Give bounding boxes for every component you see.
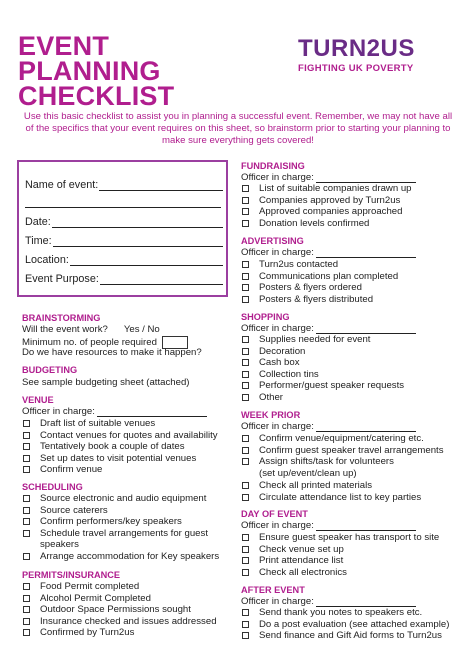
scheduling-checklist-item[interactable]: [23, 551, 219, 562]
checklist-item-label: Other: [259, 392, 283, 403]
time-label: Time:: [25, 235, 52, 247]
checkbox[interactable]: [242, 359, 249, 366]
brainstorm-q2: Minimum no. of people required: [22, 336, 188, 349]
checkbox[interactable]: [242, 482, 249, 489]
checklist-item-label: Do a post evaluation (see attached example): [259, 618, 450, 630]
checklist-item-label: Tentatively book a couple of dates: [40, 441, 185, 452]
day-of-event-checklist-item[interactable]: [242, 544, 344, 555]
week-prior-officer[interactable]: Officer in charge:: [241, 421, 416, 432]
checkbox[interactable]: [23, 466, 30, 473]
checklist-item-label: Companies approved by Turn2us: [259, 194, 401, 206]
day-of-event-checklist-item[interactable]: [242, 532, 439, 543]
checklist-item-label: Check venue set up: [259, 543, 344, 555]
shopping-checklist-item[interactable]: [242, 392, 283, 403]
checkbox[interactable]: [242, 632, 249, 639]
date-field[interactable]: [25, 216, 223, 228]
day-of-event-checklist-item[interactable]: [242, 555, 343, 566]
checklist-item-label: Source electronic and audio equipment: [40, 493, 207, 504]
after-event-checklist-item[interactable]: [242, 630, 442, 641]
shopping-checklist-item[interactable]: [242, 380, 404, 391]
shopping-checklist-item[interactable]: [242, 357, 300, 368]
week-prior-checklist-item[interactable]: [242, 433, 424, 444]
advertising-checklist-item[interactable]: [242, 282, 362, 293]
checklist-item-label: Draft list of suitable venues: [40, 418, 156, 429]
fundraising-checklist-item[interactable]: [242, 195, 400, 206]
day-of-event-checklist-item[interactable]: [242, 567, 347, 578]
week-prior-checklist-item[interactable]: [242, 445, 444, 456]
page-title: [18, 31, 175, 111]
checkbox[interactable]: [242, 185, 249, 192]
checklist-item-label: Assign shifts/task for volunteers: [259, 456, 394, 468]
day-of-event-heading: DAY OF EVENT: [241, 509, 308, 519]
checkbox[interactable]: [242, 546, 249, 553]
checklist-item-label: Posters & flyers distributed: [259, 294, 374, 306]
shopping-checklist-item[interactable]: [242, 334, 370, 345]
checkbox[interactable]: [242, 609, 249, 616]
scheduling-checklist-item[interactable]: [23, 516, 182, 527]
checkbox[interactable]: [242, 621, 249, 628]
checkbox[interactable]: [242, 534, 249, 541]
shopping-heading: SHOPPING: [241, 312, 290, 322]
scheduling-heading: SCHEDULING: [22, 482, 83, 492]
venue-checklist-item[interactable]: [23, 453, 196, 464]
checkbox[interactable]: [23, 420, 30, 427]
title-line-3: CHECKLIST: [18, 81, 175, 111]
intro-text: Use this basic checklist to assist you in planning a successful event. Remember, we may not have all of the specifics that your event requires on this sheet, so brainstorm prior to starting your planning to make sure everything gets covered!: [23, 111, 453, 147]
advertising-heading: ADVERTISING: [241, 236, 304, 246]
checklist-item-label: Print attendance list: [259, 555, 344, 567]
checklist-item-label: Confirm venue: [40, 464, 103, 475]
permits-checklist-item[interactable]: [23, 604, 191, 615]
checkbox[interactable]: [242, 435, 249, 442]
checkbox[interactable]: [242, 336, 249, 343]
checkbox[interactable]: [23, 595, 30, 602]
venue-checklist-item[interactable]: [23, 418, 155, 429]
yes-no-options[interactable]: Yes / No: [123, 324, 160, 335]
checklist-item-label: Source caterers: [40, 504, 108, 516]
checklist-item-label: Insurance checked and issues addressed: [40, 615, 217, 627]
event-name-field[interactable]: [25, 179, 223, 191]
checklist-item-label: Check all printed materials: [259, 479, 373, 491]
checkbox[interactable]: [242, 261, 249, 268]
turn2us-logo: [298, 36, 438, 74]
venue-officer[interactable]: Officer in charge:: [22, 406, 207, 417]
checklist-item-label: Collection tins: [259, 368, 319, 380]
venue-heading: VENUE: [22, 395, 54, 405]
shopping-checklist-item[interactable]: [242, 369, 319, 380]
checklist-item-label: Alcohol Permit Completed: [40, 592, 151, 604]
scheduling-checklist-item[interactable]: [23, 505, 108, 516]
advertising-checklist-item[interactable]: [242, 259, 338, 270]
checkbox[interactable]: [242, 273, 249, 280]
logo-wordmark: TURN2US: [298, 35, 415, 62]
checklist-item-label: Supplies needed for event: [259, 334, 371, 345]
checklist-item-label: speakers: [40, 539, 79, 550]
checkbox[interactable]: [23, 432, 30, 439]
checkbox[interactable]: [242, 208, 249, 215]
shopping-checklist-item[interactable]: [242, 346, 305, 357]
checkbox[interactable]: [242, 394, 249, 401]
checkbox[interactable]: [242, 458, 249, 465]
brainstorm-q3: Do we have resources to make it happen?: [22, 347, 202, 358]
fundraising-checklist-item[interactable]: [242, 206, 402, 217]
brainstorming-heading: BRAINSTORMING: [22, 313, 101, 323]
checkbox[interactable]: [242, 348, 249, 355]
checkbox[interactable]: [23, 507, 30, 514]
scheduling-checklist-item[interactable]: [23, 493, 206, 504]
checkbox[interactable]: [242, 296, 249, 303]
checkbox[interactable]: [23, 455, 30, 462]
week-prior-checklist-item[interactable]: [242, 468, 357, 479]
checklist-item-label: Contact venues for quotes and availability: [40, 429, 218, 441]
checkbox[interactable]: [242, 447, 249, 454]
venue-checklist-item[interactable]: [23, 430, 218, 441]
checklist-item-label: Send finance and Gift Aid forms to Turn2us: [259, 630, 442, 642]
logo-tagline: FIGHTING UK POVERTY: [298, 63, 414, 74]
checklist-item-label: Set up dates to visit potential venues: [40, 452, 197, 464]
brainstorm-q1: Will the event work? Yes / No: [22, 324, 160, 335]
checkbox[interactable]: [23, 583, 30, 590]
title-line-1: EVENT: [18, 31, 110, 61]
permits-checklist-item[interactable]: [23, 627, 134, 638]
advertising-checklist-item[interactable]: [242, 294, 373, 305]
checkbox[interactable]: [242, 382, 249, 389]
checkbox[interactable]: [242, 284, 249, 291]
permits-heading: PERMITS/INSURANCE: [22, 570, 121, 580]
title-line-2: PLANNING: [18, 56, 161, 86]
event-name-label: Name of event:: [25, 179, 99, 191]
checklist-item-label: Confirm performers/key speakers: [40, 516, 182, 527]
checklist-item-label: Posters & flyers ordered: [259, 282, 362, 294]
checkbox[interactable]: [242, 557, 249, 564]
week-prior-checklist-item[interactable]: [242, 456, 394, 467]
purpose-label: Event Purpose:: [25, 273, 99, 285]
permits-checklist-item[interactable]: [23, 593, 151, 604]
checklist-item-label: Outdoor Space Permissions sought: [40, 604, 191, 615]
location-label: Location:: [25, 254, 69, 266]
checklist-item-label: Decoration: [259, 345, 306, 357]
checklist-item-label: Circulate attendance list to key parties: [259, 491, 422, 503]
checkbox[interactable]: [242, 569, 249, 576]
scheduling-checklist-item[interactable]: [23, 539, 79, 550]
scheduling-checklist-item[interactable]: [23, 528, 208, 539]
event-details-box: [17, 160, 228, 297]
purpose-field[interactable]: [25, 273, 223, 285]
checkbox[interactable]: [23, 495, 30, 502]
venue-checklist-item[interactable]: [23, 441, 185, 452]
week-prior-checklist-item[interactable]: [242, 480, 372, 491]
after-event-officer[interactable]: Officer in charge:: [241, 596, 416, 607]
budgeting-text: See sample budgeting sheet (attached): [22, 377, 190, 388]
checkbox[interactable]: [23, 518, 30, 525]
budgeting-heading: BUDGETING: [22, 365, 78, 375]
checklist-item-label: Arrange accommodation for Key speakers: [40, 550, 220, 562]
checklist-item-label: Communications plan completed: [259, 270, 399, 282]
advertising-checklist-item[interactable]: [242, 271, 398, 282]
checklist-item-label: Confirm guest speaker travel arrangements: [259, 444, 444, 456]
checkbox[interactable]: [242, 371, 249, 378]
week-prior-checklist-item[interactable]: [242, 492, 421, 503]
checklist-item-label: Donation levels confirmed: [259, 218, 370, 230]
checklist-item-label: Check all electronics: [259, 567, 347, 579]
checkbox[interactable]: [23, 629, 30, 636]
fundraising-checklist-item[interactable]: [242, 183, 412, 194]
after-event-heading: AFTER EVENT: [241, 585, 305, 595]
location-field[interactable]: [25, 254, 223, 266]
day-of-event-officer[interactable]: Officer in charge:: [241, 520, 416, 531]
checklist-item-label: Schedule travel arrangements for guest: [40, 527, 208, 539]
checklist-item-label: (set up/event/clean up): [259, 468, 357, 480]
week-prior-heading: WEEK PRIOR: [241, 410, 301, 420]
checklist-item-label: Send thank you notes to speakers etc.: [259, 607, 423, 618]
after-event-checklist-item[interactable]: [242, 607, 422, 618]
event-name-extra-line[interactable]: [25, 207, 221, 208]
checklist-item-label: Ensure guest speaker has transport to site: [259, 532, 440, 543]
fundraising-checklist-item[interactable]: [242, 218, 369, 229]
time-field[interactable]: [25, 235, 223, 247]
venue-checklist-item[interactable]: [23, 464, 102, 475]
checkbox[interactable]: [23, 530, 30, 537]
checklist-item-label: Food Permit completed: [40, 581, 140, 592]
checkbox[interactable]: [23, 443, 30, 450]
advertising-officer[interactable]: Officer in charge:: [241, 247, 416, 258]
checklist-item-label: Turn2us contacted: [259, 259, 339, 270]
fundraising-officer[interactable]: Officer in charge:: [241, 172, 416, 183]
checklist-item-label: Approved companies approached: [259, 206, 403, 218]
permits-checklist-item[interactable]: [23, 581, 139, 592]
checkbox[interactable]: [23, 553, 30, 560]
checkbox[interactable]: [242, 220, 249, 227]
checkbox[interactable]: [23, 606, 30, 613]
shopping-officer[interactable]: Officer in charge:: [241, 323, 416, 334]
permits-checklist-item[interactable]: [23, 616, 217, 627]
checklist-item-label: Performer/guest speaker requests: [259, 380, 405, 392]
checkbox[interactable]: [242, 494, 249, 501]
checkbox[interactable]: [23, 618, 30, 625]
checklist-item-label: Confirmed by Turn2us: [40, 627, 135, 638]
checklist-item-label: Confirm venue/equipment/catering etc.: [259, 433, 424, 444]
date-label: Date:: [25, 216, 51, 228]
after-event-checklist-item[interactable]: [242, 619, 449, 630]
fundraising-heading: FUNDRAISING: [241, 161, 305, 171]
checklist-item-label: Cash box: [259, 357, 300, 369]
checkbox[interactable]: [242, 197, 249, 204]
checklist-item-label: List of suitable companies drawn up: [259, 183, 412, 194]
